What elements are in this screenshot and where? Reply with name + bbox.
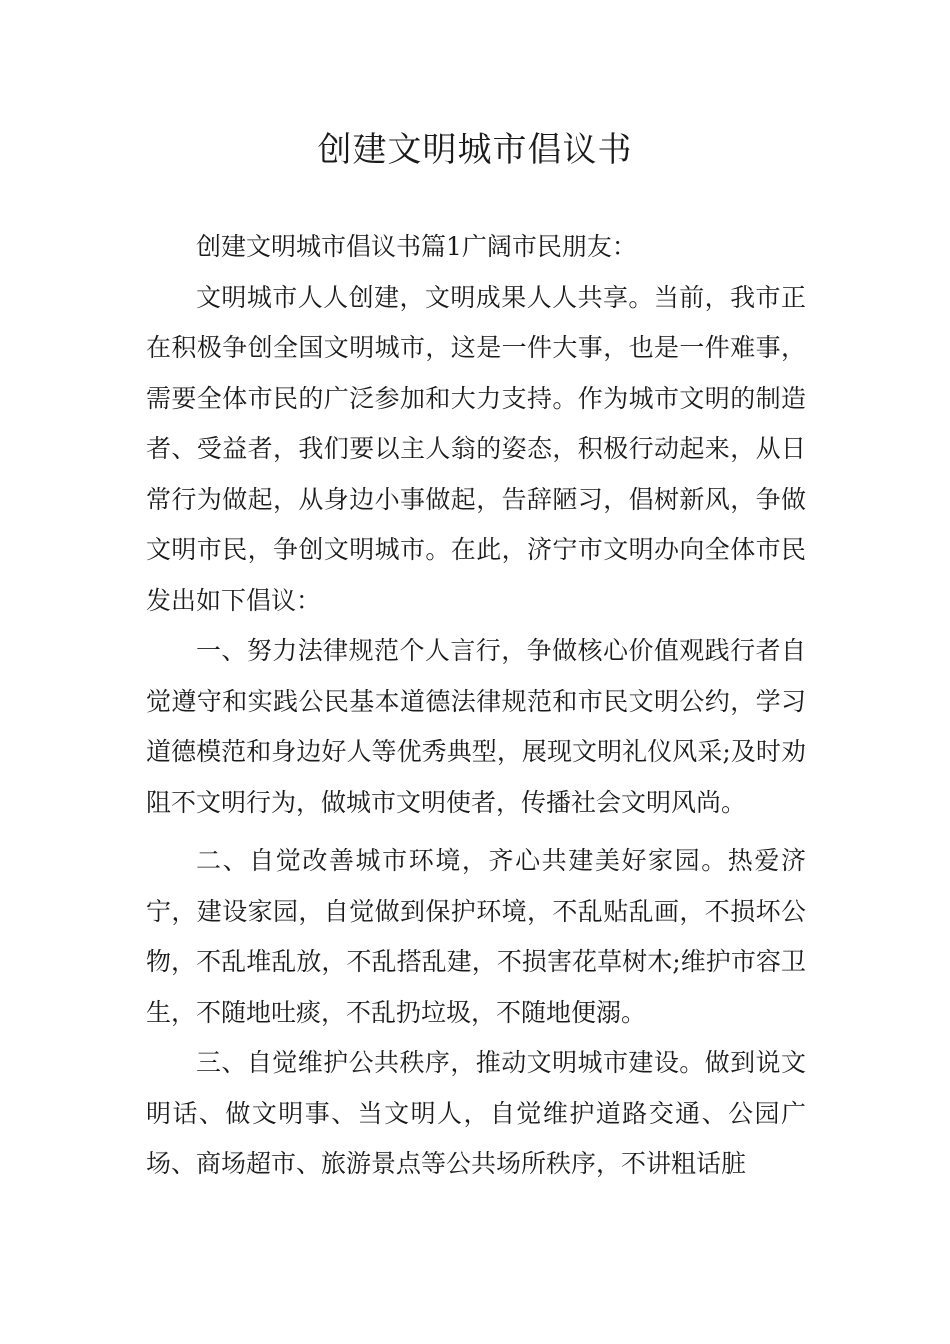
- paragraph-greeting: 创建文明城市倡议书篇1广阔市民朋友：: [196, 232, 637, 261]
- paragraph-item-1: 一、努力法律规范个人言行，争做核心价值观践行者自觉遵守和实践公民基本道德法律规范和市民文明公约，学习道德模范和身边好人等优秀典型，展现文明礼仪风采;及时劝阻不文明行为，做城市文明使者，传播社会文明风尚。: [146, 636, 806, 817]
- document-body: [146, 222, 806, 1190]
- paragraph-intro: 文明城市人人创建，文明成果人人共享。当前，我市正在积极争创全国文明城市，这是一件大事，也是一件难事，需要全体市民的广泛参加和大力支持。作为城市文明的制造者、受益者，我们要以主人翁的姿态，积极行动起来，从日常行为做起，从身边小事做起，告辞陋习，倡树新风，争做文明市民，争创文明城市。在此，济宁市文明办向全体市民发出如下倡议：: [146, 282, 806, 615]
- paragraph-item-2: 二、自觉改善城市环境，齐心共建美好家园。热爱济宁，建设家园，自觉做到保护环境，不乱贴乱画，不损坏公物，不乱堆乱放，不乱搭乱建，不损害花草树木;维护市容卫生，不随地吐痰，不乱扔垃圾，不随地便溺。: [146, 846, 806, 1027]
- paragraph-item-3: 三、自觉维护公共秩序，推动文明城市建设。做到说文明话、做文明事、当文明人，自觉维护道路交通、公园广场、商场超市、旅游景点等公共场所秩序，不讲粗话脏: [146, 1048, 806, 1178]
- document-title: 创建文明城市倡议书: [317, 130, 633, 170]
